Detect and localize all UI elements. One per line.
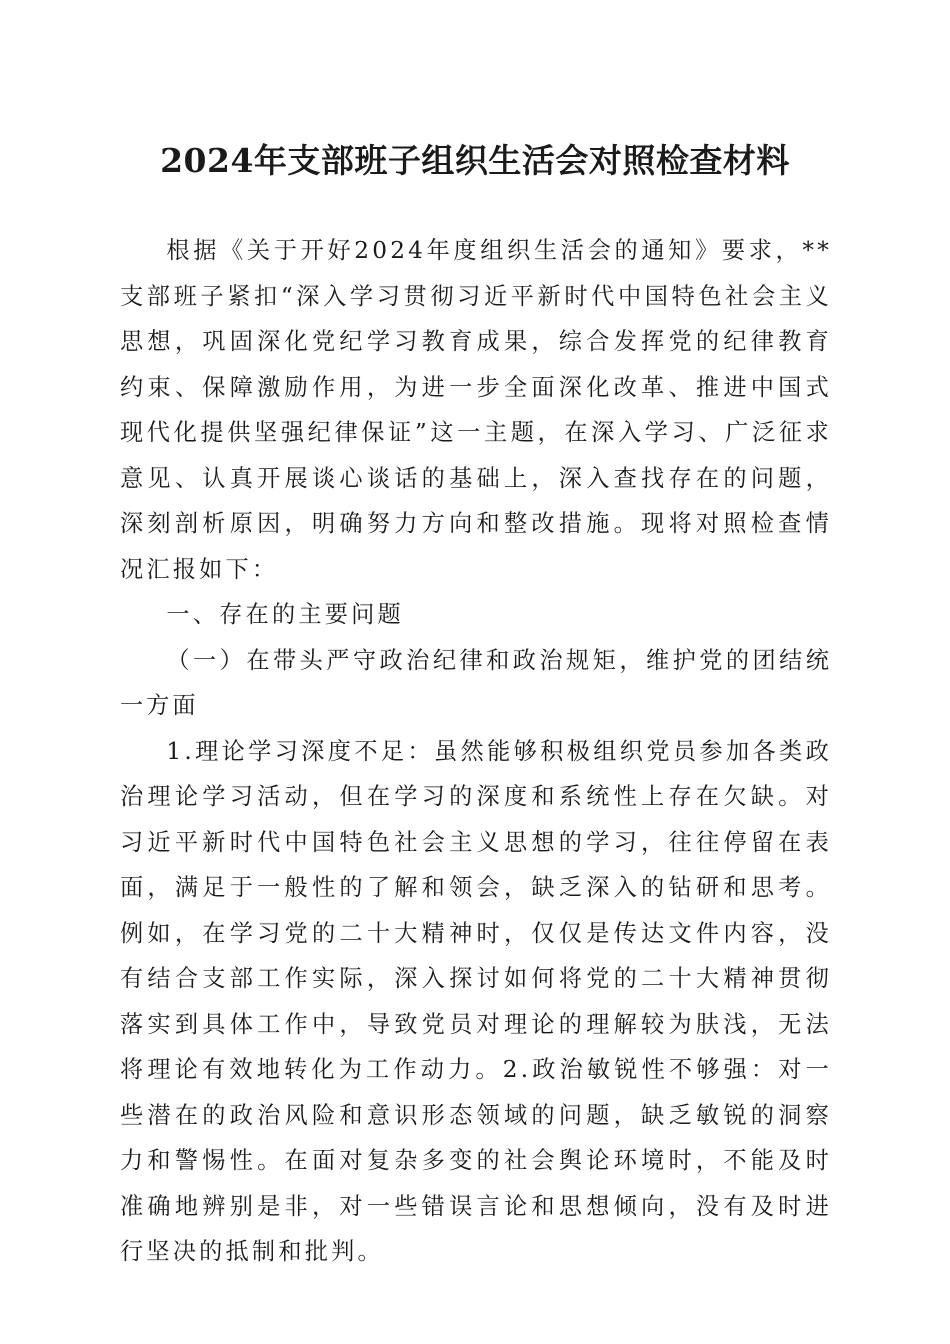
subsection-heading-1: （一）在带头严守政治纪律和政治规矩，维护党的团结统一方面 — [120, 646, 832, 719]
document-body — [120, 228, 832, 1275]
item-paragraph-1: 1.理论学习深度不足：虽然能够积极组织党员参加各类政治理论学习活动，但在学习的深度和系统性上存在欠缺。对习近平新时代中国特色社会主义思想的学习，往往停留在表面，满足于一般性的了解和领会，缺乏深入的钻研和思考。例如，在学习党的二十大精神时，仅仅是传达文件内容，没有结合支部工作实际，深入探讨如何将党的二十大精神贯彻落实到具体工作中，导致党员对理论的理解较为肤浅，无法将理论有效地转化为工作动力。2.政治敏锐性不够强：对一些潜在的政治风险和意识形态领域的问题，缺乏敏锐的洞察力和警惕性。在面对复杂多变的社会舆论环境时，不能及时准确地辨别是非，对一些错误言论和思想倾向，没有及时进行坚决的抵制和批判。 — [120, 737, 832, 1265]
section-heading-1: 一、存在的主要问题 — [166, 601, 404, 628]
document-title: 2024年支部班子组织生活会对照检查材料 — [160, 141, 790, 180]
intro-paragraph: 根据《关于开好2024年度组织生活会的通知》要求，**支部班子紧扣“深入学习贯彻习近平新时代中国特色社会主义思想，巩固深化党纪学习教育成果，综合发挥党的纪律教育约束、保障激励作用，为进一步全面深化改革、推进中国式现代化提供坚强纪律保证”这一主题，在深入学习、广泛征求意见、认真开展谈心谈话的基础上，深入查找存在的问题，深刻剖析原因，明确努力方向和整改措施。现将对照检查情况汇报如下： — [120, 237, 832, 583]
